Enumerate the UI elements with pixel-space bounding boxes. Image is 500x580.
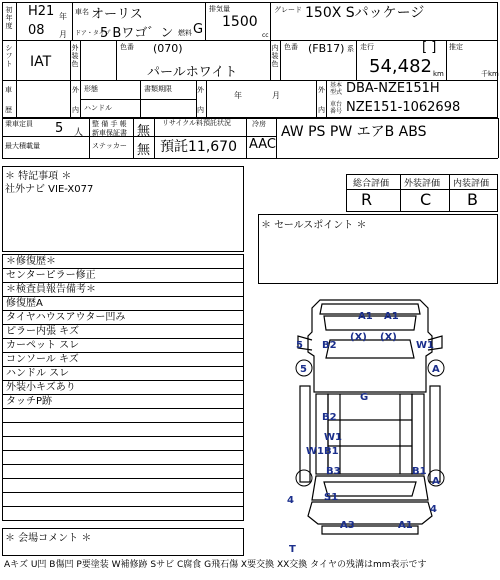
kihon-label: 基本 型式 (330, 82, 343, 96)
tsuki-label: 月 (272, 91, 280, 100)
empty-row (3, 507, 243, 521)
kensa-title: ＊検査員報告備考＊ (3, 283, 243, 297)
aircon-value: AAC (249, 137, 276, 152)
mileage-value: 54,482 (369, 56, 432, 77)
seibi-value: 無 (137, 124, 151, 139)
month-value: 08 (28, 23, 45, 38)
teiin-label: 乗車定員 (5, 120, 33, 128)
sticker-label: ステッカー (92, 142, 127, 150)
km-unit: km (433, 70, 444, 78)
mark-s1: S1 (324, 492, 339, 503)
year-unit: 年 (59, 12, 67, 21)
car-diagram (258, 288, 498, 558)
nai-label: 内 (72, 106, 79, 114)
fuel-value: G (193, 22, 204, 37)
nen-label: 年 (234, 91, 242, 100)
int-value: B (467, 190, 478, 209)
mark-x: (X) (350, 332, 367, 343)
empty-row (3, 451, 243, 465)
mark-b2: B2 (322, 340, 337, 351)
empty-row (3, 465, 243, 479)
mark-5: 5 (296, 340, 303, 351)
mark-a1: A1 (358, 311, 373, 322)
shodo-label: 初 年 度 (5, 6, 13, 30)
int-color-label: 色番 (284, 43, 298, 51)
saidai-label: 最大積載量 (5, 142, 40, 150)
haiki-label: 排気量 (209, 5, 230, 13)
mark-w1: W1 (324, 432, 342, 443)
naiso-label: 内 装 色 (271, 44, 279, 68)
door-value: 5 Bワゴ゛ン (100, 26, 174, 41)
mark-5: 5 (300, 364, 307, 375)
gai-label: 外 (72, 86, 79, 94)
kensa-item: 外装小キズあり (3, 381, 243, 395)
kei-label: 系 (347, 45, 354, 53)
mark-w1b1: W1B1 (306, 446, 339, 457)
teiin-value: 5 (55, 121, 64, 136)
tokki-title: ＊ 特記事項 ＊ (5, 171, 72, 182)
sales-title: ＊ セールスポイント ＊ (261, 220, 367, 231)
equipment-value: AW PS PW エアB ABS (281, 124, 427, 140)
year-value: H21 (28, 4, 55, 19)
handle-label: ハンドル (84, 104, 112, 112)
katachi-label: 形態 (84, 85, 98, 93)
shift-value: IAT (30, 54, 52, 70)
kihon-gai: 外 (318, 86, 325, 94)
kensa-item: 修復歴A (3, 297, 243, 311)
color-label: 色番 (120, 43, 134, 51)
recycle-label: リサイクル料預託状況 (162, 119, 232, 127)
gaiso-label: 外 装 色 (71, 44, 79, 68)
shamei-label: 車名 (75, 8, 89, 16)
suitei-label: 推定 (449, 43, 463, 51)
mark-a3: A3 (340, 520, 355, 531)
color-name: パールホワイト (147, 65, 238, 80)
mileage-label: 走行 (360, 43, 374, 51)
shadai-value: NZE151-1062698 (346, 100, 461, 115)
int-color-code: (FB17) (308, 42, 345, 55)
shomei-gai: 外 (197, 86, 204, 94)
kaijo-title: ＊ 会場コメント ＊ (5, 533, 92, 544)
kihon-value: DBA-NZE151H (346, 81, 440, 96)
mark-w1: W1 (416, 340, 434, 351)
total-label: 総合評価 (353, 179, 390, 189)
grade-label: グレード (274, 6, 302, 14)
mark-4: 4 (287, 495, 294, 506)
empty-row (3, 493, 243, 507)
shamei-value: オーリス (91, 7, 143, 22)
empty-row (3, 479, 243, 493)
report-list (2, 254, 244, 521)
shufuku-item: センターピラー修正 (3, 269, 243, 283)
int-label: 内装評価 (453, 179, 490, 189)
shift-label: シ フ ト (5, 44, 13, 68)
legend: Aキズ U凹 B傷凹 P要塗装 W補修跡 Sサビ C腐食 G飛石傷 X要交換 XX交換 タイヤの残溝はmm表示です (4, 560, 427, 570)
grade-value: 150X Sパッケージ (305, 5, 425, 21)
month-unit: 月 (59, 30, 67, 39)
mark-a: A (432, 476, 440, 487)
mark-b1: B1 (412, 466, 427, 477)
senkm-unit: 千km (481, 70, 499, 78)
reki-label: 歴 (5, 106, 12, 114)
door-label: ドア・タイプ (75, 30, 111, 37)
mark-4: 4 (430, 504, 437, 515)
teiin-unit: 人 (74, 128, 84, 138)
mark-a1: A1 (384, 311, 399, 322)
kensa-item: タイヤハウスアウター凹み (3, 311, 243, 325)
ext-value: C (420, 190, 432, 209)
empty-row (3, 423, 243, 437)
mark-g: G (360, 392, 369, 403)
fuel-label: 燃料 (178, 29, 192, 37)
sticker-value: 無 (137, 143, 151, 158)
shomei-nai: 内 (197, 106, 204, 114)
sha-label: 車 (5, 86, 12, 94)
shomei-label: 書類期限 (144, 85, 172, 93)
mark-x: (X) (380, 332, 397, 343)
empty-row (3, 437, 243, 451)
kensa-item: タッチP跡 (3, 395, 243, 409)
kihon-nai: 内 (318, 106, 325, 114)
ext-label: 外装評価 (404, 179, 441, 189)
mileage-bracket: [ ] (422, 40, 437, 55)
empty-row (3, 409, 243, 423)
mark-t: T (289, 544, 296, 555)
shadai-label: 車台 番号 (330, 101, 343, 115)
mark-a1: A1 (398, 520, 413, 531)
haiki-value: 1500 (222, 14, 258, 30)
seibi-label: 整 備 手 帳 (92, 120, 127, 128)
mark-b2: B2 (322, 412, 337, 423)
color-code: (070) (153, 42, 183, 55)
mark-a: A (432, 364, 440, 375)
kensa-item: カーペット スレ (3, 339, 243, 353)
recycle-value: 預託11,670 (160, 139, 237, 155)
cc-unit: cc (262, 32, 269, 39)
kensa-item: ピラー内張 キズ (3, 325, 243, 339)
kensa-item: コンソール キズ (3, 353, 243, 367)
shinsha-label: 新車保証書 (92, 129, 127, 137)
total-value: R (361, 190, 373, 209)
kensa-item: ハンドル スレ (3, 367, 243, 381)
aircon-label: 冷房 (252, 120, 266, 128)
mark-b3: B3 (326, 466, 341, 477)
tokki-item: 社外ナビ VIE-X077 (5, 184, 94, 195)
shufuku-title: ＊修復歴＊ (3, 255, 243, 269)
